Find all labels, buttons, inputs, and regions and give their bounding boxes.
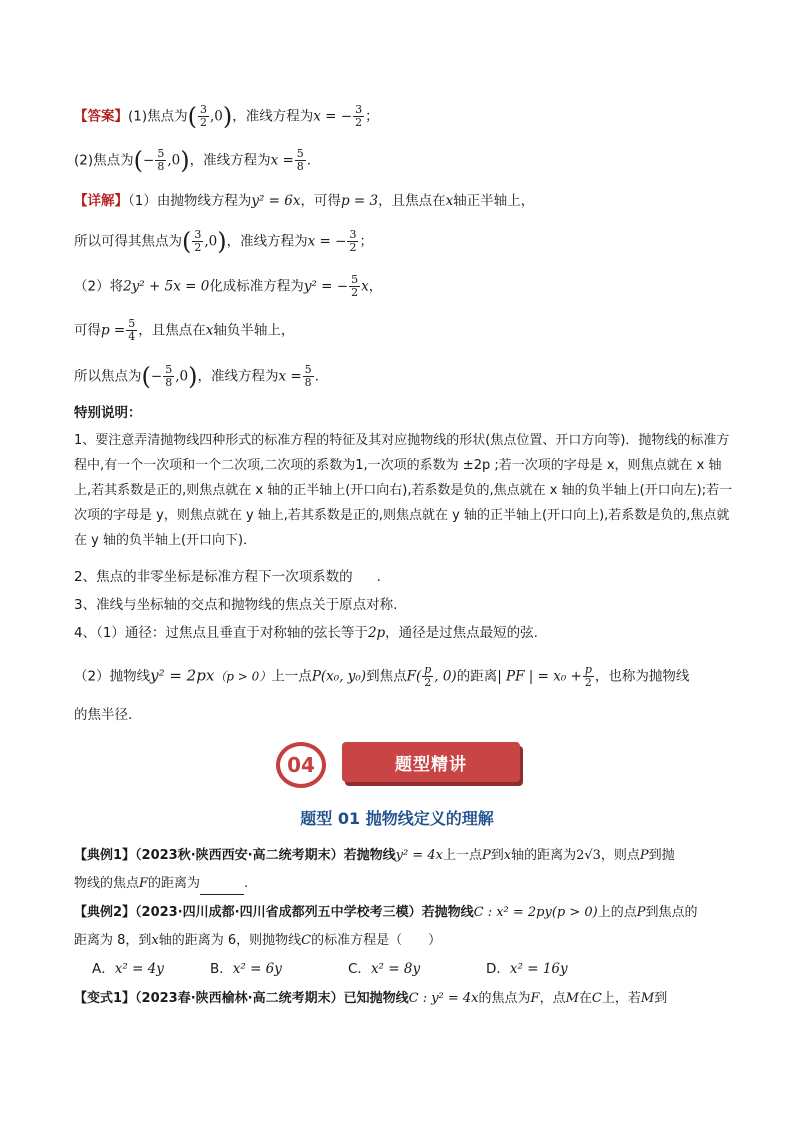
section-banner: [276, 740, 526, 790]
answer-line-2: (2)焦点为(− $\frac{5}{8}$ ,0)，准线方程为x = $\frac{5}{8}$ .: [74, 146, 312, 175]
detail-line-3: （2）将2y² + 5x = 0化成标准方程为y² = − $\frac{5}{2}$ x，: [74, 273, 383, 299]
note-6: 的焦半径.: [74, 707, 133, 723]
detail-line-5: 所以焦点为(− $\frac{5}{8}$ ,0)，准线方程为x = $\frac{5}{8}$ .: [74, 362, 319, 391]
example-2-options: [92, 958, 612, 980]
notes-title: 特别说明：: [74, 405, 142, 421]
detail-tag: 【详解】: [74, 193, 128, 209]
directrix-fraction: $\frac{3}{2}$: [355, 103, 363, 129]
note-3: 3、准线与坐标轴的交点和抛物线的焦点关于原点对称.: [74, 597, 398, 613]
answer-line-1: 【答案】(1)焦点为( $\frac{3}{2}$ ,0)，准线方程为x = − $\frac{3}{2}$ ；: [74, 102, 379, 131]
note-4: 4、（1）通径：过焦点且垂直于对称轴的弦长等于2p，通径是过焦点最短的弦.: [74, 625, 538, 641]
example-1-line-1: 【典例1】（2023秋·陕西西安·高二统考期末）若抛物线y² = 4x上一点P到x轴的距离为2√3，则点P到抛: [74, 848, 675, 863]
note-1: 1、要注意弄清抛物线四种形式的标准方程的特征及其对应抛物线的形状(焦点位置、开口方向等)．抛物线的标准方程中,有一个一次项和一个二次项,二次项的系数为1,一次项的系数为 ±2p ;若一次项的字母是 x，则焦点就在 x 轴上,若其系数是正的,则焦点就在 x 轴的正半轴上(开口向右),若系数是负的,焦点就在 x 轴的负半轴上(开口向左);若一次项的字母是 y，则焦点就在 y 轴上,若其系数是正的,则焦点就在 y 轴的正半轴上(开口向上),若系数是负的,焦点就在 y 轴的负半轴上(开口向下)．: [74, 433, 733, 548]
detail-line-2: 所以可得其焦点为( $\frac{3}{2}$ ,0)，准线方程为x = − $\frac{3}{2}$ ；: [74, 227, 373, 256]
option-a[interactable]: A．x² = 4y: [92, 961, 164, 977]
section-ribbon-label: 题型精讲: [342, 742, 520, 782]
answer-part1-label: (1)焦点为: [128, 108, 188, 125]
section-number-badge: 04: [276, 742, 326, 788]
option-c[interactable]: C．x² = 8y: [348, 961, 421, 977]
detail-line-1: 【详解】（1）由抛物线方程为y² = 6x，可得p = 3，且焦点在x轴正半轴上，: [74, 193, 535, 209]
focus-fraction: $\frac{3}{2}$: [200, 103, 207, 129]
option-b[interactable]: B．x² = 6y: [210, 961, 282, 977]
variant-1-line-1: 【变式1】（2023春·陕西榆林·高二统考期末）已知抛物线C : y² = 4x的焦点为F，点M在C上，若M到: [74, 991, 668, 1006]
answer-tag: 【答案】: [74, 108, 128, 125]
note-2: 2、焦点的非零坐标是标准方程下一次项系数的 .: [74, 569, 381, 585]
example-1-line-2: 物线的焦点F的距离为 .: [74, 873, 734, 895]
answer-blank[interactable]: [200, 880, 244, 895]
section-title: 题型 01 抛物线定义的理解: [300, 809, 494, 828]
example-2-line-2: 距离为 8，到x轴的距离为 6，则抛物线C的标准方程是（ ）: [74, 933, 442, 948]
note-5: （2）抛物线y² = 2px（p > 0）上一点P(x₀, y₀)到焦点F( $\frac{p}{2}$ , 0)的距离| PF | = x₀ + $\frac{p}{2}$ ，也称为抛物线: [74, 663, 690, 689]
detail-line-4: 可得p = $\frac{5}{4}$ ，且焦点在x轴负半轴上，: [74, 317, 295, 343]
option-d[interactable]: D．x² = 16y: [486, 961, 568, 977]
example-2-line-1: 【典例2】（2023·四川成都·四川省成都列五中学校考三模）若抛物线C : x² = 2py(p > 0)上的点P到焦点的: [74, 905, 698, 920]
